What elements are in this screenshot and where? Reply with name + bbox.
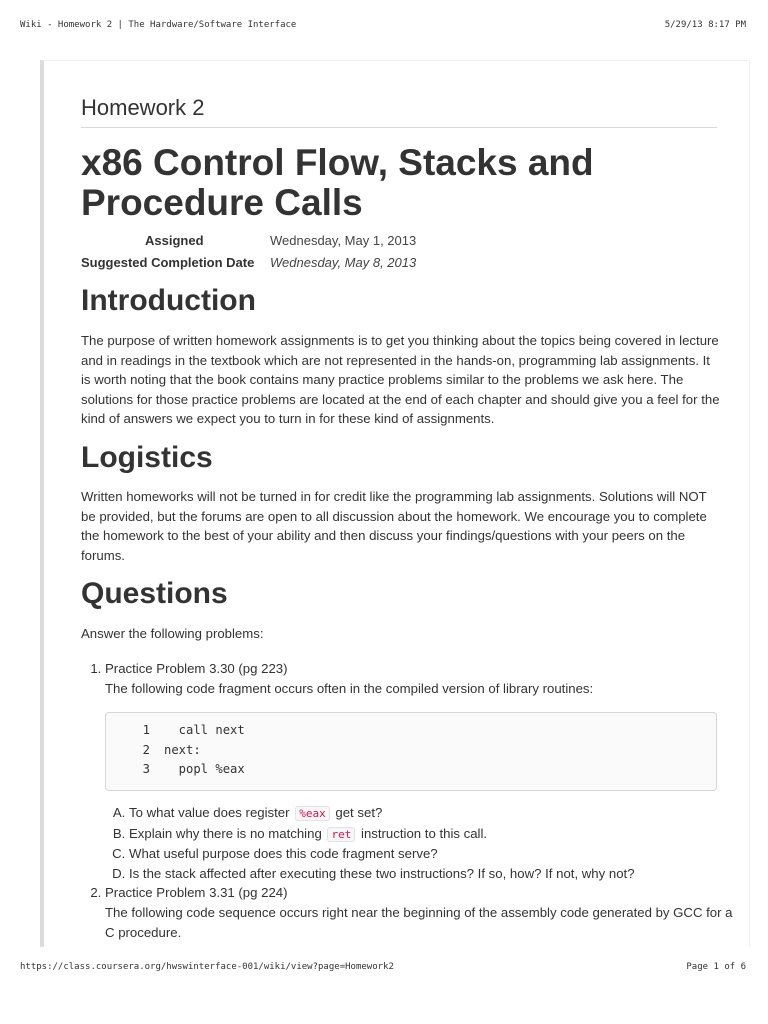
introduction-text: The purpose of written homework assignments is to get you thinking about the topics being covered in lecture and in readings in the textbook which are not represented in the hands-on, programming lab assignments. It is worth noting that the book contains many practice problems similar to the problems we ask here. The solutions for those practice problems are located at the end of each chapter and should give you a feel for the kind of answers we expect you to turn in for these kind of assignments. bbox=[81, 333, 720, 427]
print-footer bbox=[20, 962, 746, 972]
sub-question-text: To what value does register bbox=[129, 804, 290, 820]
introduction-heading: Introduction bbox=[81, 284, 256, 317]
logistics-heading: Logistics bbox=[81, 441, 213, 474]
code-text: popl %eax bbox=[164, 762, 245, 777]
title-divider bbox=[81, 127, 717, 128]
question-1-desc: The following code fragment occurs often in the compiled version of library routines: bbox=[105, 680, 594, 696]
question-item bbox=[105, 659, 745, 883]
question-1-title: 1. Practice Problem 3.30 (pg 223) bbox=[105, 661, 288, 676]
page-title: x86 Control Flow, Stacks and Procedure Calls bbox=[81, 142, 594, 223]
print-header bbox=[20, 20, 746, 30]
code-block bbox=[105, 712, 717, 791]
questions-intro: Answer the following problems: bbox=[81, 626, 264, 641]
questions-heading: Questions bbox=[81, 577, 228, 610]
logistics-text: Written homeworks will not be turned in for credit like the programming lab assignments. Solutions will NOT be provided, but the forums are open to all discussion about the homework. We encourage you to complete the homework to the best of your ability and then discuss your findings/questions with your peers on the forums. bbox=[81, 489, 707, 563]
code-text: call next bbox=[164, 723, 245, 738]
sub-question-text: get set? bbox=[335, 804, 383, 820]
homework-title: Homework 2 bbox=[81, 95, 205, 120]
code-line bbox=[106, 760, 716, 780]
sub-question-c: C. What useful purpose does this code fragment serve? bbox=[129, 844, 745, 864]
inline-code: ret bbox=[327, 827, 355, 842]
code-text: next: bbox=[164, 742, 201, 757]
print-header-title: Wiki - Homework 2 | The Hardware/Software Interface bbox=[20, 20, 297, 30]
line-number: 3 bbox=[142, 762, 150, 777]
sub-question-text: instruction to this call. bbox=[361, 825, 488, 841]
question-item bbox=[105, 883, 745, 947]
assigned-value: Wednesday, May 1, 2013 bbox=[270, 233, 417, 248]
sub-question-b bbox=[129, 824, 745, 845]
line-number: 2 bbox=[142, 742, 150, 757]
code-line bbox=[106, 741, 716, 761]
completion-value: Wednesday, May 8, 2013 bbox=[270, 255, 417, 270]
code-line bbox=[106, 721, 716, 741]
sub-questions bbox=[105, 803, 745, 883]
print-footer-page: Page 1 of 6 bbox=[686, 962, 746, 972]
assigned-label: Assigned bbox=[145, 233, 204, 248]
print-footer-url: https://class.coursera.org/hwswinterface-001/wiki/view?page=Homework2 bbox=[20, 962, 394, 972]
sub-question-a bbox=[129, 803, 745, 824]
line-number: 1 bbox=[142, 723, 150, 738]
print-header-datetime: 5/29/13 8:17 PM bbox=[664, 20, 746, 30]
inline-code: %eax bbox=[295, 806, 330, 821]
sub-question-text: Explain why there is no matching bbox=[129, 825, 322, 841]
question-2-title: 2. Practice Problem 3.31 (pg 224) bbox=[105, 885, 288, 901]
completion-label: Suggested Completion Date bbox=[81, 255, 255, 270]
question-2-desc: The following code sequence occurs right near the beginning of the assembly code generated by GCC for a C procedure. bbox=[105, 904, 733, 940]
wiki-page bbox=[40, 60, 750, 947]
questions-list bbox=[81, 659, 745, 947]
sub-question-d: D. Is the stack affected after executing these two instructions? If so, how? If not, why not? bbox=[129, 864, 745, 884]
